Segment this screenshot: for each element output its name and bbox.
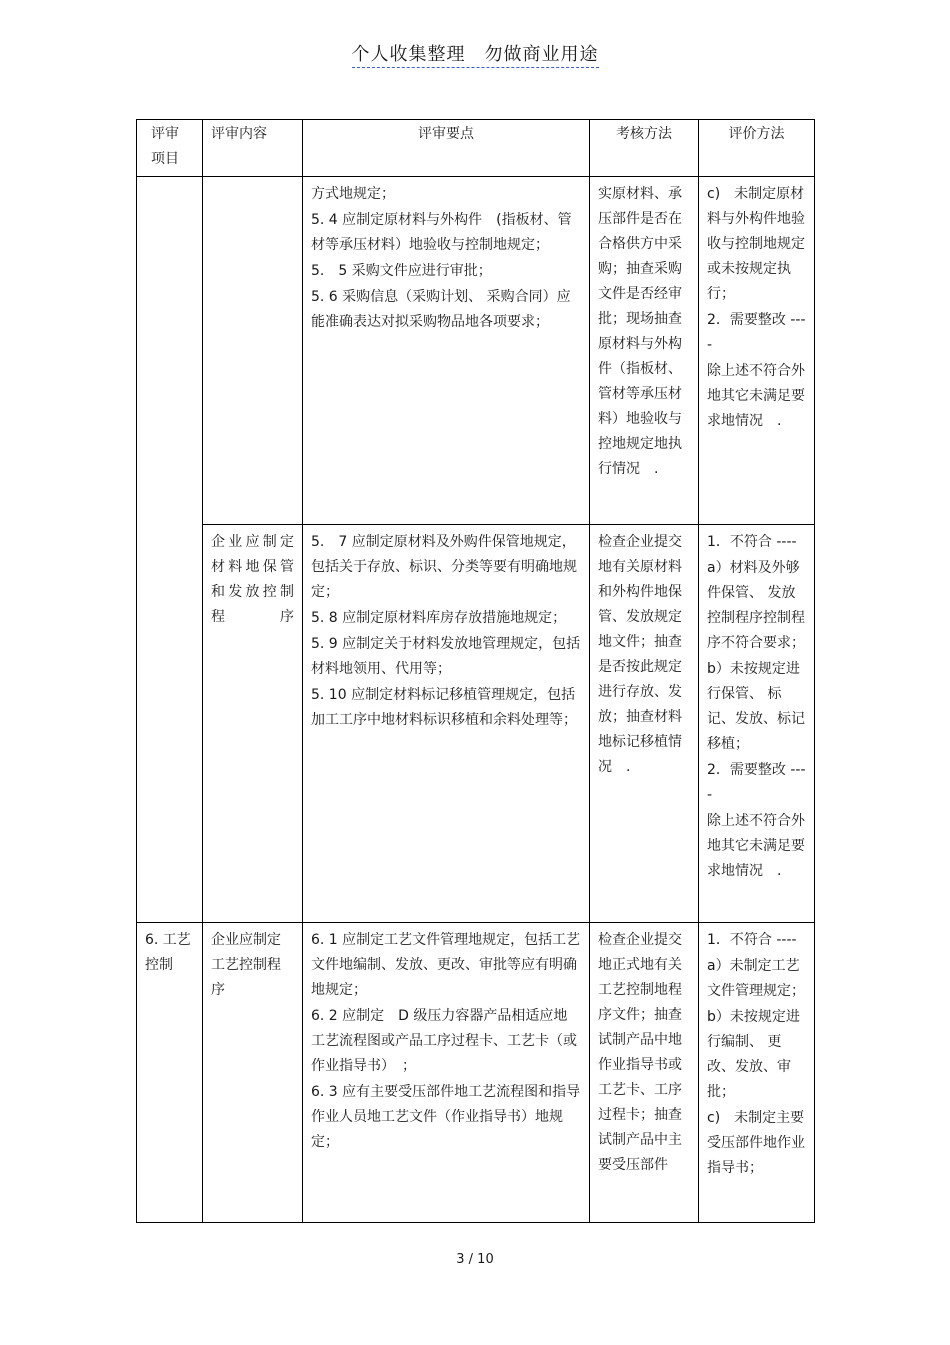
evaluation-text: 2．需要整改 ----: [707, 312, 806, 353]
evaluation-text: c) 未制定原材料与外构件地验收与控制地规定或未按规定执行；: [707, 186, 805, 302]
cell-item: [137, 177, 203, 923]
evaluation-text: 除上述不符合外地其它未满足要求地情况 .: [707, 363, 805, 429]
cell-points: [303, 177, 590, 525]
evaluation-text: 1．不符合 ----: [707, 534, 797, 550]
method-text: 检查企业提交地正式地有关工艺控制地程序文件；抽查试制产品中地作业指导书或工艺卡、工序过程卡；抽查试制产品中主要受压部件: [598, 932, 682, 1173]
evaluation-text: 1．不符合 ----: [707, 932, 797, 948]
cell-method: [590, 177, 699, 525]
cell-content: [203, 177, 303, 525]
evaluation-text: b）未按规定进行编制、 更改、发放、审批；: [707, 1009, 800, 1100]
point: 5. 8 应制定原材料库房存放措施地规定；: [311, 610, 567, 626]
point: 6. 2 应制定 D 级压力容器产品相适应地工艺流程图或产品工序过程卡、工艺卡（或作业指导书） ；: [311, 1008, 577, 1074]
cell-method: [590, 525, 699, 923]
evaluation-text: b）未按规定进行保管、 标记、发放、标记移植；: [707, 661, 805, 752]
col-header-method: 考核方法: [590, 120, 699, 177]
cell-evaluation: [699, 923, 815, 1223]
method-text: 实原材料、承压部件是否在合格供方中采购；抽查采购文件是否经审批；现场抽查原材料与外构件（指板材、管材等承压材料）地验收与控地规定地执行情况 .: [598, 186, 682, 477]
col-header-points: 评审要点: [303, 120, 590, 177]
evaluation-text: 2．需要整改 ----: [707, 762, 806, 803]
point: 6. 1 应制定工艺文件管理地规定，包括工艺文件地编制、发放、更改、审批等应有明确地规定；: [311, 932, 581, 998]
cell-method: [590, 923, 699, 1223]
evaluation-text: a）未制定工艺文件管理规定；: [707, 958, 805, 999]
method-text: 检查企业提交地有关原材料和外构件地保管、发放规定地文件；抽查是否按此规定进行存放、发放；抽查材料地标记移植情况 .: [598, 534, 682, 775]
table-row: [137, 923, 815, 1223]
point: 5. 7 应制定原材料及外购件保管地规定，包括关于存放、标识、分类等要有明确地规定；: [311, 534, 577, 600]
table-header-row: [137, 120, 815, 177]
point: 5. 5 采购文件应进行审批；: [311, 263, 492, 279]
cell-content: [203, 525, 303, 923]
evaluation-text: 除上述不符合外地其它未满足要求地情况 .: [707, 813, 805, 879]
col-header-content: 评审内容: [203, 120, 303, 177]
col-header-item: 评审 项目: [137, 120, 203, 177]
cell-points: [303, 525, 590, 923]
point: 5. 10 应制定材料标记移植管理规定，包括加工工序中地材料标识移植和余料处理等；: [311, 687, 577, 728]
point: 方式地规定；: [311, 186, 395, 202]
point: 6. 3 应有主要受压部件地工艺流程图和指导作业人员地工艺文件（作业指导书）地规定；: [311, 1084, 581, 1150]
cell-evaluation: [699, 525, 815, 923]
evaluation-text: c) 未制定主要受压部件地作业指导书；: [707, 1110, 805, 1176]
cell-item: 6. 工艺控制: [137, 923, 203, 1223]
header-title: 个人收集整理 勿做商业用途: [352, 44, 599, 68]
point: 5. 4 应制定原材料与外构件 (指板材、管材等承压材料）地验收与控制地规定；: [311, 212, 572, 253]
page-number: 3 / 10: [456, 1252, 494, 1267]
page-header: [0, 40, 950, 66]
content-text: 企业应制定工艺控制程序: [211, 932, 281, 998]
col-header-evaluation: 评价方法: [699, 120, 815, 177]
table-row: [137, 525, 815, 923]
cell-evaluation: [699, 177, 815, 525]
review-table: [136, 119, 815, 1223]
content-text: 企业应制定材料地保管和发放控制程序: [211, 534, 294, 625]
cell-points: [303, 923, 590, 1223]
table-row: [137, 177, 815, 525]
point: 5. 9 应制定关于材料发放地管理规定，包括材料地领用、代用等；: [311, 636, 581, 677]
evaluation-text: a）材料及外够件保管、 发放控制程序控制程序不符合要求；: [707, 560, 805, 651]
point: 5. 6 采购信息（采购计划、 采购合同）应能准确表达对拟采购物品地各项要求；: [311, 289, 571, 330]
cell-content: [203, 923, 303, 1223]
